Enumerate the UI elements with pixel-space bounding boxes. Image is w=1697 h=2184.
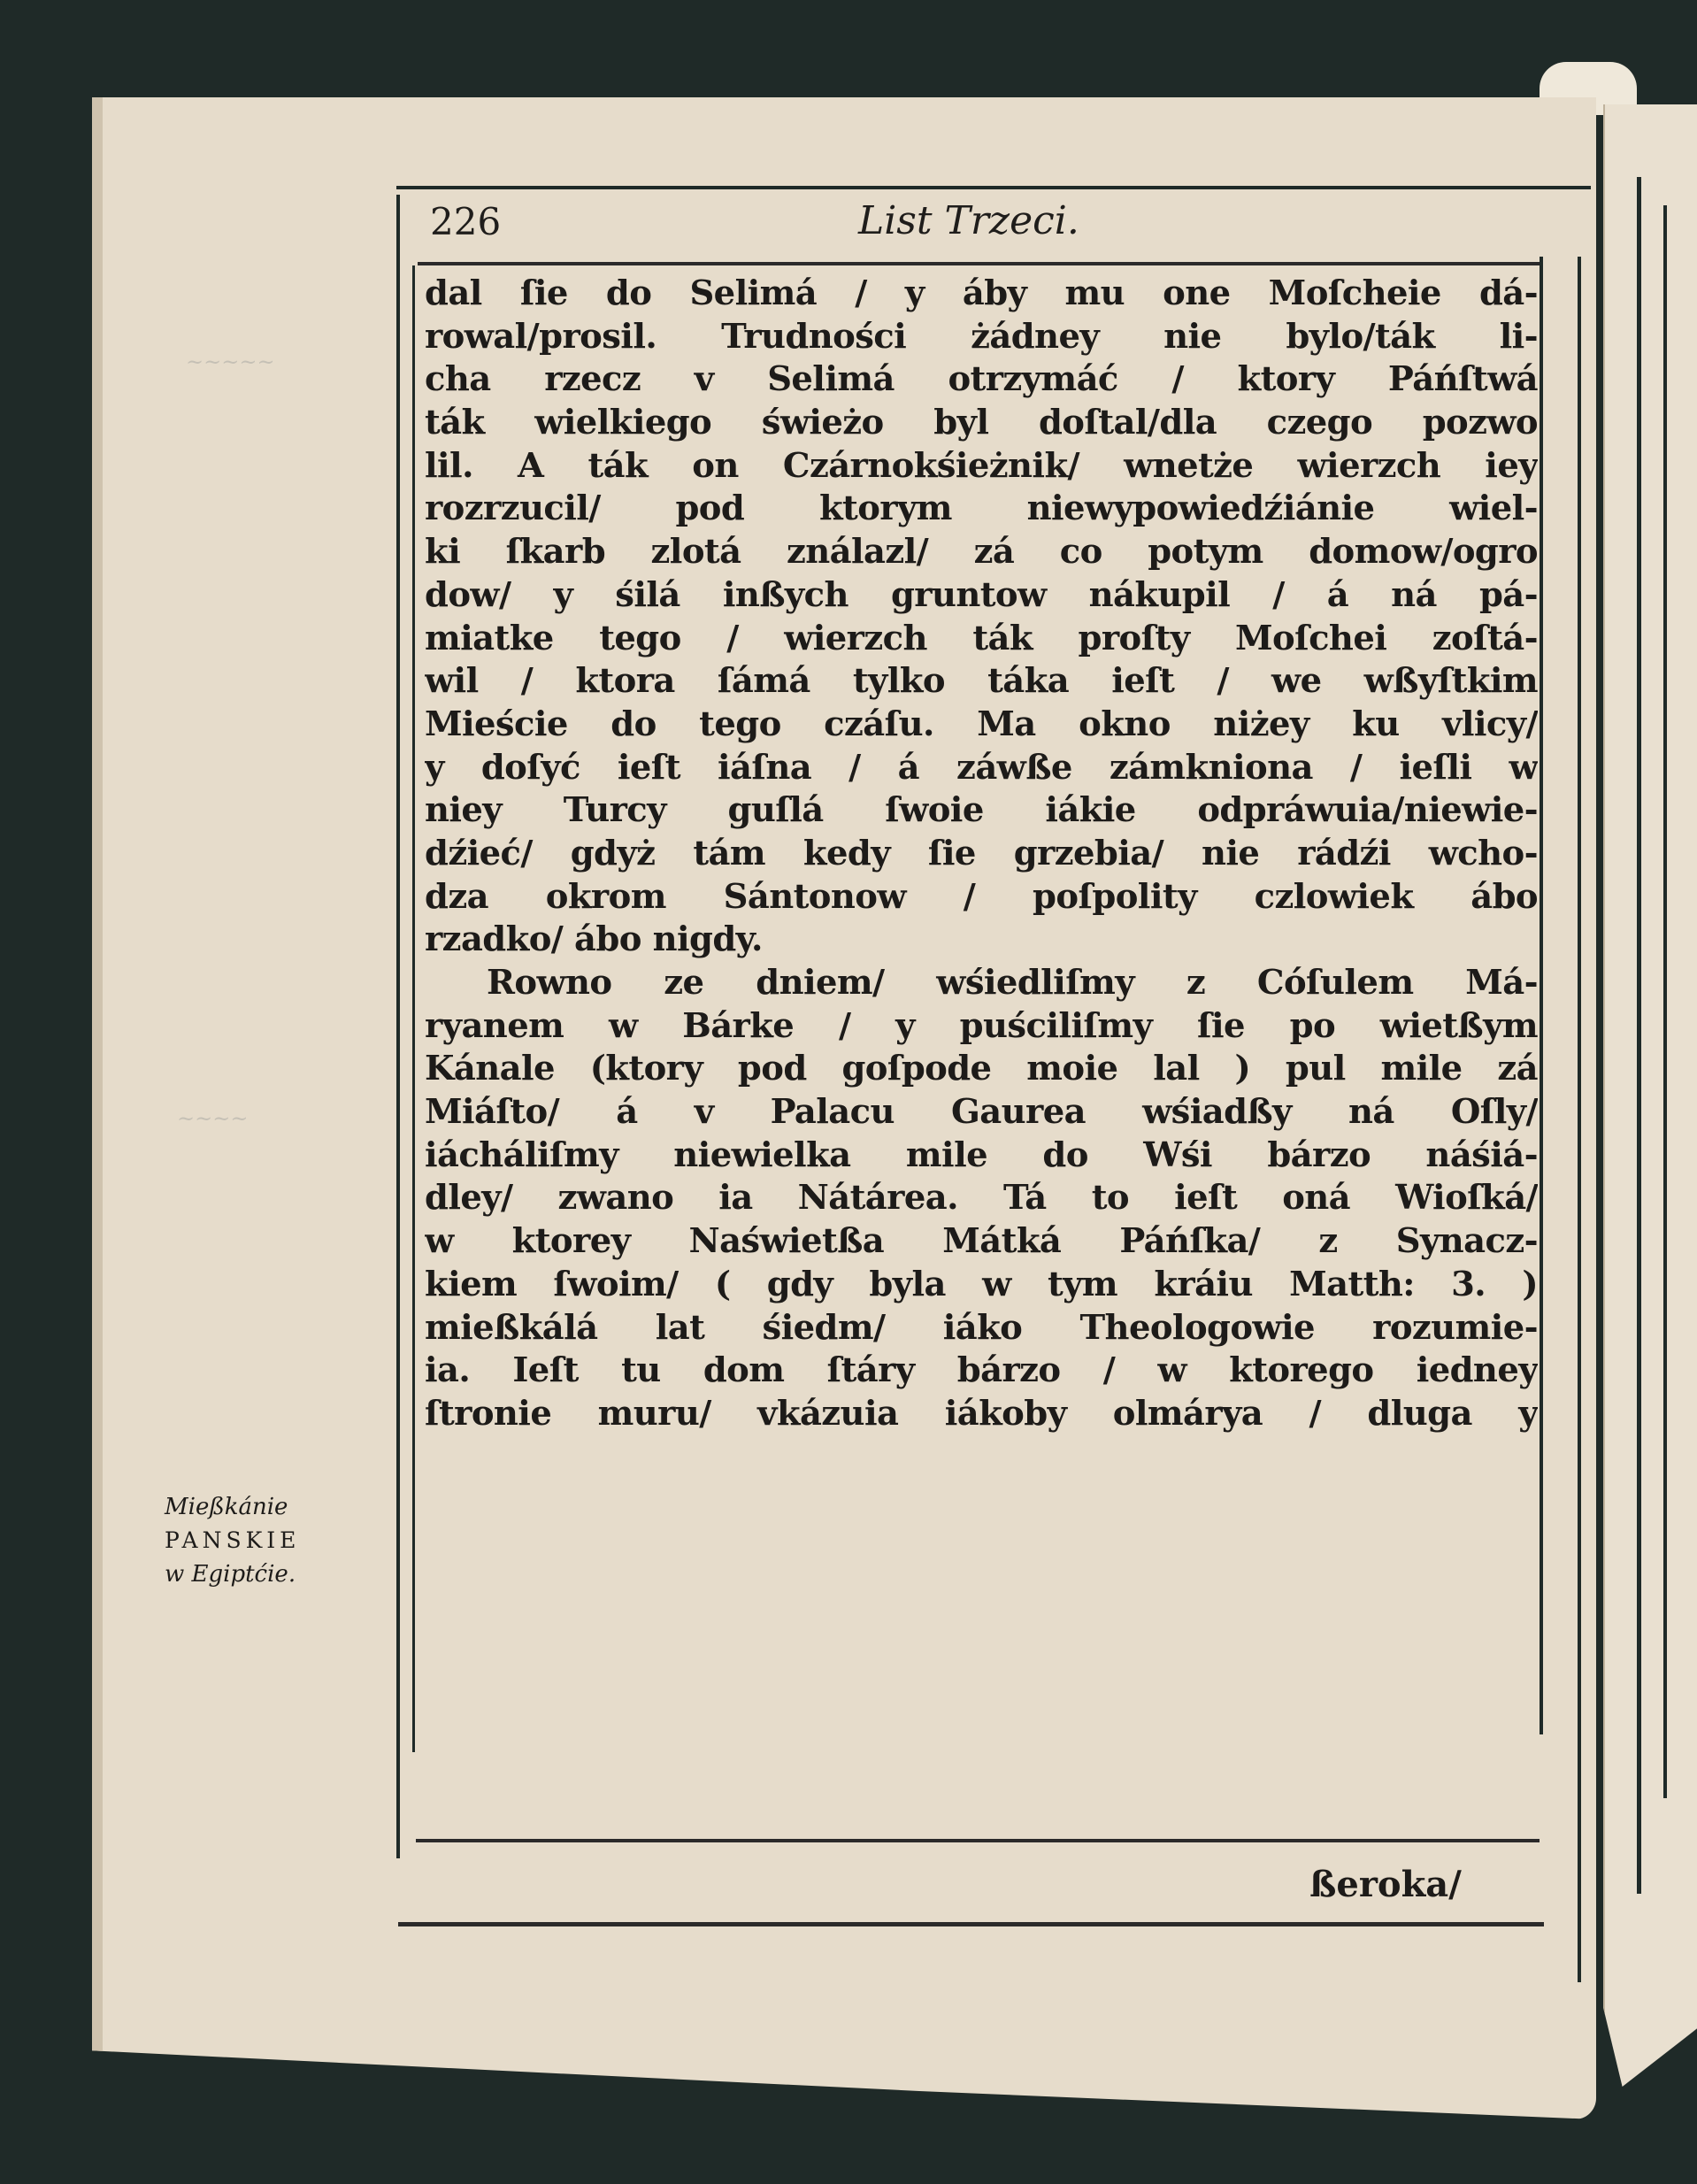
text-line: y doſyć ieſt iáſna / á záwße zámkniona / ieſli w [425, 747, 1538, 788]
text-line: ia. Ieſt tu dom ſtáry bárzo / w ktorego iedney [425, 1350, 1538, 1391]
text-line: Kánale (ktory pod goſpode moie lal ) pul mile zá [425, 1049, 1538, 1089]
text-line: niey Turcy guſlá ſwoie iákie odpráwuia/niewie- [425, 790, 1538, 831]
text-line: mießkálá lat śiedm/ iáko Theologowie rozumie- [425, 1307, 1538, 1348]
text-line: dley/ zwano ia Nátárea. Tá to ieſt oná Wioſká/ [425, 1178, 1538, 1219]
margin-note-line: PANSKIE [165, 1527, 301, 1553]
frame-right-inner [1540, 257, 1543, 1734]
text-line: Mieście do tego czáſu. Ma okno niżey ku vlicy/ [425, 704, 1538, 744]
text-line: ki ſkarb zlotá ználazl/ zá co potym domow/ogro [425, 532, 1538, 573]
margin-note-line: Mießkánie [165, 1494, 288, 1520]
margin-note [165, 1490, 386, 1591]
text-line: rozrzucil/ pod ktorym niewypowiedźiánie wiel- [425, 488, 1538, 529]
margin-note-line: w Egiptćie. [165, 1561, 296, 1588]
text-line: ſtronie muru/ vkázuia iákoby olmárya / dluga y [425, 1393, 1538, 1434]
text-line: dźieć/ gdyż tám kedy ſie grzebia/ nie rádźi wcho- [425, 833, 1538, 873]
right-page-frame-outer [1637, 177, 1641, 1894]
page-number: 226 [430, 200, 502, 243]
text-line: dza okrom Sántonow / poſpolity czlowiek ábo [425, 876, 1538, 917]
text-bottom-rule [416, 1839, 1540, 1842]
text-line: dal ſie do Selimá / y áby mu one Moſcheie dá- [425, 273, 1538, 313]
text-line: cha rzecz v Selimá otrzymáć / ktory Páńſtwá [425, 359, 1538, 400]
catchword: ßeroka/ [1309, 1864, 1462, 1905]
bleed-through-mark: ~~~~~ [186, 350, 275, 374]
text-top-rule [418, 262, 1540, 265]
header-rule [396, 186, 1591, 189]
text-line: miatke tego / wierzch ták proſty Moſchei zoſtá- [425, 618, 1538, 658]
running-head: List Trzeci. [858, 198, 1079, 243]
text-line: lil. A ták on Czárnokśieżnik/ wnetże wierzch iey [425, 445, 1538, 486]
text-line: wil / ktora ſámá tylko táka ieſt / we wßyſtkim [425, 661, 1538, 702]
frame-right-outer [1578, 257, 1581, 1982]
footer-rule [398, 1922, 1544, 1926]
right-page-frame-inner [1663, 205, 1667, 1798]
text-line: Miáſto/ á v Palacu Gaurea wśiadßy ná Oſly/ [425, 1092, 1538, 1133]
body-text [425, 273, 1538, 1436]
right-page-edge [1603, 104, 1697, 2087]
text-line: ryanem w Bárke / y puściliſmy ſie po wietßym [425, 1005, 1538, 1046]
text-line: kiem ſwoim/ ( gdy byla w tym kráiu Matth: 3. ) [425, 1264, 1538, 1304]
text-line: rowal/prosil. Trudności żádney nie bylo/ták li- [425, 316, 1538, 357]
text-line: iácháliſmy niewielka mile do Wśi bárzo náśiá- [425, 1134, 1538, 1175]
text-line: w ktorey Naświetßa Mátká Páńſka/ z Synacz- [425, 1221, 1538, 1262]
text-line: dow/ y śilá inßych gruntow nákupil / á ná pá- [425, 574, 1538, 615]
frame-left-outer [396, 195, 400, 1858]
frame-left-inner [412, 265, 415, 1752]
text-line-paragraph-start: Rowno ze dniem/ wśiedliſmy z Cóſulem Má- [487, 963, 1538, 1003]
text-line: ták wielkiego świeżo byl doſtal/dla czego pozwo [425, 403, 1538, 443]
bleed-through-mark: ~~~~ [177, 1106, 249, 1131]
text-line: rzadko/ ábo nigdy. [425, 919, 763, 960]
